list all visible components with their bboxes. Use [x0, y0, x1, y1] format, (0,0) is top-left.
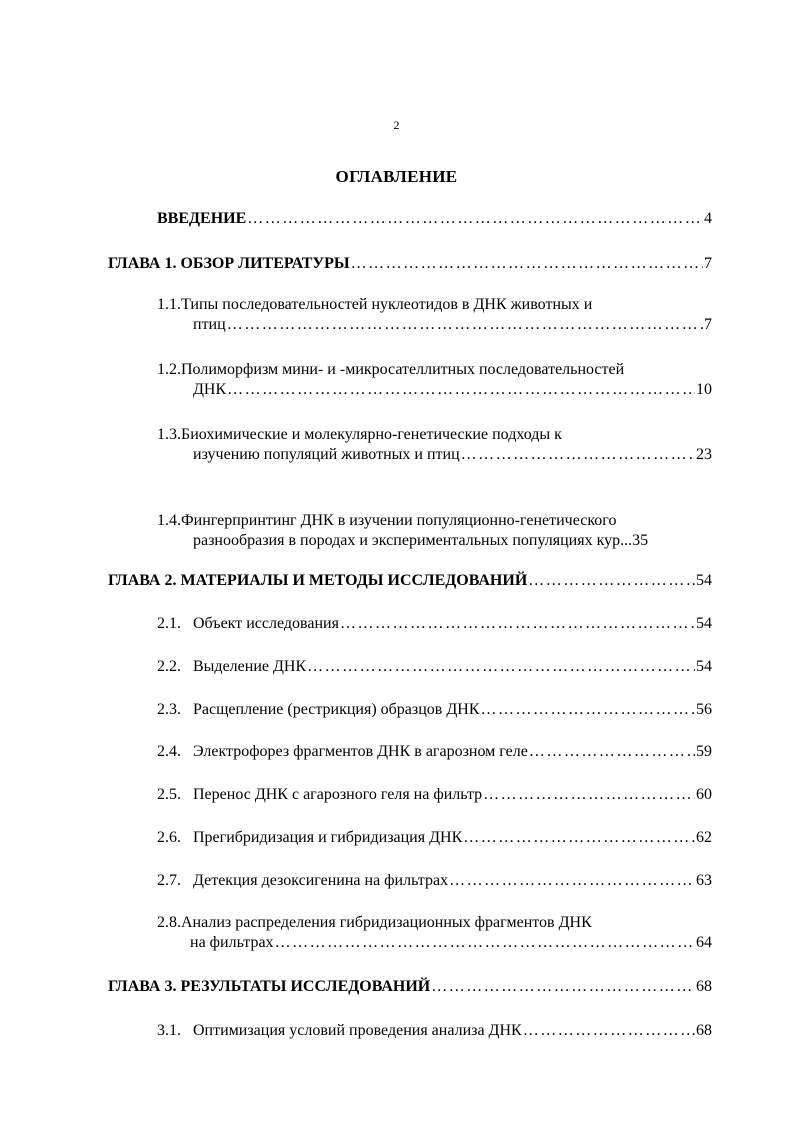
dot-leader — [227, 380, 695, 400]
toc-entry-label: Оптимизация условий проведения анализа ДНК — [193, 1022, 522, 1039]
toc-entry-chapter-2[interactable] — [108, 571, 712, 591]
toc-entry-label: ГЛАВА 1. ОБЗОР ЛИТЕРАТУРЫ — [108, 255, 350, 272]
section-number: 1.3. — [157, 426, 181, 443]
toc-entry-2-3[interactable] — [157, 700, 712, 720]
dot-leader — [523, 1021, 695, 1041]
section-number: 2.3. — [157, 701, 181, 718]
toc-entry-2-8-continuation[interactable] — [190, 933, 712, 953]
toc-entry-label: Детекция дезоксигенина на фильтрах — [193, 872, 449, 889]
dot-leader — [307, 657, 695, 677]
toc-entry-1-1-continuation[interactable] — [193, 315, 712, 335]
dot-leader — [227, 315, 703, 335]
toc-entry-label: Анализ распределения гибридизационных фрагментов ДНК — [181, 914, 592, 931]
section-number: 2.2. — [157, 658, 181, 675]
toc-entry-label: Перенос ДНК с агарозного геля на фильтр — [193, 786, 483, 803]
toc-entry-page: 54 — [696, 572, 712, 589]
toc-entry-label: птиц — [193, 316, 226, 333]
section-number: 1.2. — [157, 361, 181, 378]
dot-leader — [431, 977, 695, 997]
toc-entry-page: 54 — [696, 615, 712, 632]
toc-entry-page: 64 — [696, 934, 712, 951]
toc-entry-1-2-continuation[interactable] — [193, 380, 712, 400]
dot-leader — [463, 828, 695, 848]
section-number: 2.4. — [157, 743, 181, 760]
toc-entry-page: 63 — [696, 872, 712, 889]
toc-entry-chapter-3[interactable] — [108, 977, 712, 997]
toc-entry-introduction[interactable] — [157, 209, 712, 229]
toc-entry-2-4[interactable] — [157, 742, 712, 762]
toc-entry-label: ГЛАВА 3. РЕЗУЛЬТАТЫ ИССЛЕДОВАНИЙ — [108, 978, 431, 995]
toc-entry-label: Биохимические и молекулярно-генетические подходы к — [181, 426, 562, 443]
toc-entry-1-4-continuation[interactable]: разнообразия в породах и экспериментальных популяциях кур...35 — [193, 532, 649, 549]
section-number: 2.1. — [157, 615, 181, 632]
dot-leader — [529, 742, 695, 762]
toc-entry-1-2[interactable] — [157, 360, 624, 380]
toc-entry-label: Расщепление (рестрикция) образцов ДНК — [193, 701, 480, 718]
toc-entry-label: Электрофорез фрагментов ДНК в агарозном геле — [193, 743, 528, 760]
section-number: 2.5. — [157, 786, 181, 803]
toc-entry-label: Прегибридизация и гибридизация ДНК — [193, 829, 463, 846]
toc-entry-label: Типы последовательностей нуклеотидов в ДНК животных и — [181, 296, 593, 313]
toc-entry-label: Полиморфизм мини- и -микросателлитных последовательностей — [181, 361, 625, 378]
section-number: 2.6. — [157, 829, 181, 846]
dot-leader — [351, 254, 703, 274]
section-number: 1.4. — [157, 512, 181, 529]
toc-entry-page: 54 — [696, 658, 712, 675]
dot-leader — [247, 209, 703, 229]
toc-entry-page: 68 — [696, 1022, 712, 1039]
dot-leader — [528, 571, 695, 591]
toc-entry-chapter-1[interactable] — [108, 254, 712, 274]
toc-entry-1-3-continuation[interactable] — [193, 445, 712, 465]
toc-entry-label: ДНК — [193, 381, 227, 398]
toc-entry-2-6[interactable] — [157, 828, 712, 848]
page-title: ОГЛАВЛЕНИЕ — [335, 167, 458, 186]
toc-entry-page: 4 — [704, 210, 712, 227]
toc-entry-1-1[interactable] — [157, 295, 592, 315]
section-number: 3.1. — [157, 1022, 181, 1039]
toc-entry-2-7[interactable] — [157, 871, 712, 891]
section-number: 2.8. — [157, 914, 181, 931]
toc-entry-3-1[interactable] — [157, 1021, 712, 1041]
toc-entry-label: ГЛАВА 2. МАТЕРИАЛЫ И МЕТОДЫ ИССЛЕДОВАНИЙ — [108, 572, 528, 589]
toc-entry-2-1[interactable] — [157, 614, 712, 634]
dot-leader — [461, 445, 695, 465]
dot-leader — [480, 700, 695, 720]
toc-entry-1-3[interactable] — [157, 425, 562, 445]
toc-entry-page: 68 — [696, 978, 712, 995]
toc-entry-label: Выделение ДНК — [193, 658, 307, 675]
toc-entry-2-5[interactable] — [157, 785, 712, 805]
toc-entry-label: Фингерпринтинг ДНК в изучении популяционно-генетического — [181, 512, 617, 529]
toc-entry-page: 62 — [696, 829, 712, 846]
toc-entry-label: на фильтрах — [190, 934, 274, 951]
toc-entry-page: 23 — [696, 446, 712, 463]
toc-entry-2-2[interactable] — [157, 657, 712, 677]
dot-leader — [275, 933, 695, 953]
toc-entry-page: 10 — [696, 381, 712, 398]
page-number: 2 — [393, 118, 400, 132]
toc-entry-page: 59 — [696, 743, 712, 760]
dot-leader — [449, 871, 695, 891]
toc-entry-1-4[interactable] — [157, 511, 616, 531]
section-number: 1.1. — [157, 296, 181, 313]
toc-entry-label: изучению популяций животных и птиц — [193, 446, 460, 463]
toc-entry-label: ВВЕДЕНИЕ — [157, 210, 247, 227]
dot-leader — [483, 785, 695, 805]
toc-entry-page: 7 — [704, 316, 712, 333]
dot-leader — [340, 614, 695, 634]
toc-entry-label: Объект исследования — [193, 615, 339, 632]
section-number: 2.7. — [157, 872, 181, 889]
toc-entry-page: 56 — [696, 701, 712, 718]
toc-entry-2-8[interactable] — [157, 913, 592, 933]
toc-entry-page: 7 — [704, 255, 712, 272]
toc-entry-page: 60 — [696, 786, 712, 803]
